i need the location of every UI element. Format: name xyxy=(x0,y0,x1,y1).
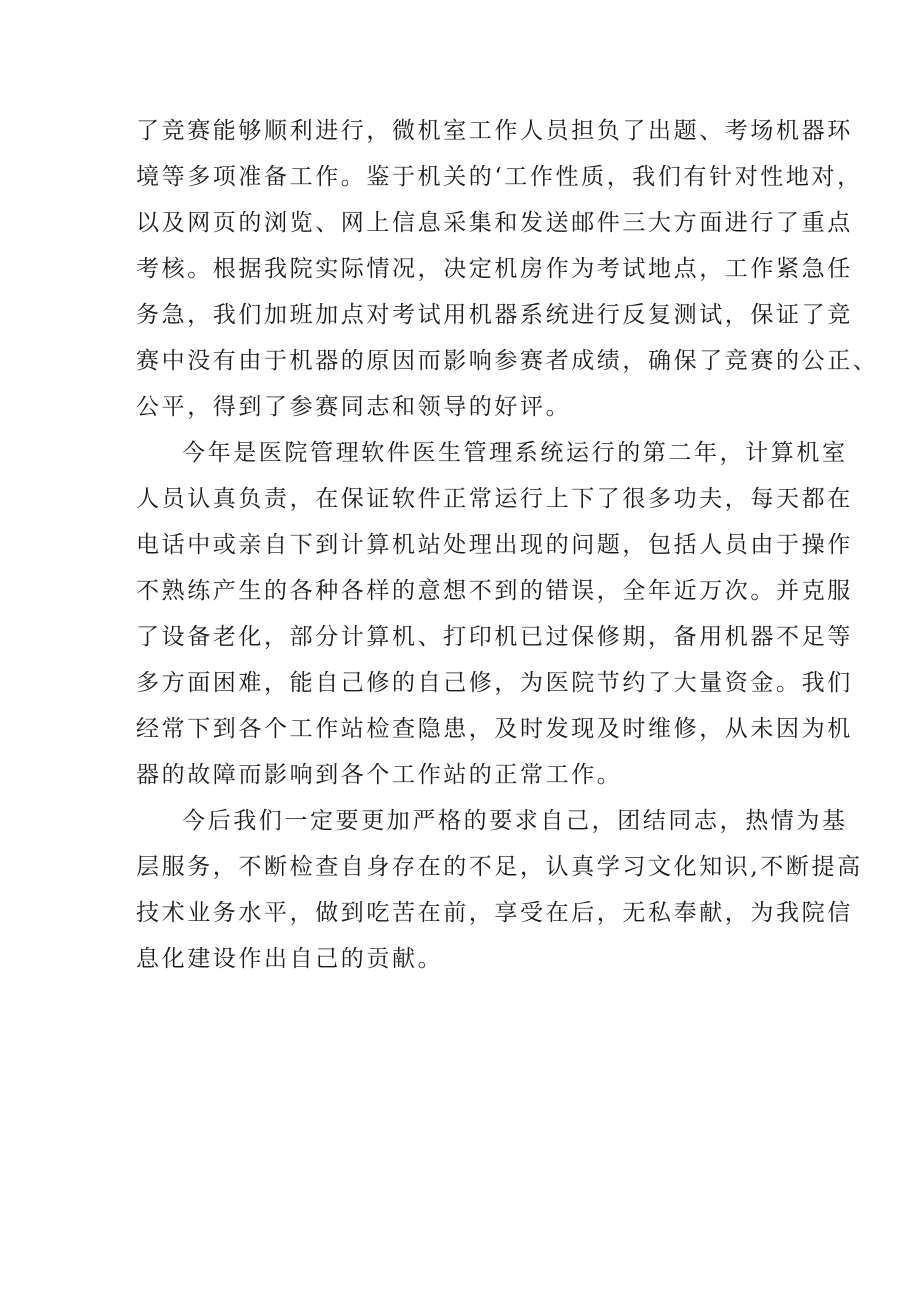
text-line: 今后我们一定要更加严格的要求自己，团结同志，热情为基 xyxy=(182,808,848,834)
text-line: 息化建设作出自己的贡献。 xyxy=(136,946,444,972)
text-line: 了竞赛能够顺利进行，微机室工作人员担负了出题、考场机器环 xyxy=(136,118,853,144)
text-line: 层服务，不断检查自身存在的不足，认真学习文化知识,不断提高 xyxy=(136,854,863,880)
text-line: 多方面困难，能自己修的自己修，为医院节约了大量资金。我们 xyxy=(136,670,853,696)
document-body xyxy=(136,108,879,982)
text-line: 电话中或亲自下到计算机站处理出现的问题，包括人员由于操作 xyxy=(136,532,853,558)
text-line: 技术业务水平，做到吃苦在前，享受在后，无私奉献，为我院信 xyxy=(136,900,853,926)
text-line: 以及网页的浏览、网上信息采集和发送邮件三大方面进行了重点 xyxy=(136,210,853,236)
text-line: 务急，我们加班加点对考试用机器系统进行反复测试，保证了竞 xyxy=(136,302,853,328)
paragraph-competition xyxy=(136,108,879,430)
text-line: 考核。根据我院实际情况，决定机房作为考试地点，工作紧急任 xyxy=(136,256,853,282)
text-line: 境等多项准备工作。鉴于机关的‘工作性质，我们有针对性地对， xyxy=(136,164,863,190)
text-line: 不熟练产生的各种各样的意想不到的错误，全年近万次。并克服 xyxy=(136,578,853,604)
text-line: 人员认真负责，在保证软件正常运行上下了很多功夫，每天都在 xyxy=(136,486,853,512)
text-line: 今年是医院管理软件医生管理系统运行的第二年，计算机室 xyxy=(182,440,848,466)
text-line: 赛中没有由于机器的原因而影响参赛者成绩，确保了竞赛的公正、 xyxy=(136,348,879,374)
paragraph-future-plans xyxy=(136,798,863,982)
paragraph-software-maintenance xyxy=(136,430,853,798)
text-line: 经常下到各个工作站检查隐患，及时发现及时维修，从未因为机 xyxy=(136,716,853,742)
text-line: 公平，得到了参赛同志和领导的好评。 xyxy=(136,394,572,420)
text-line: 器的故障而影响到各个工作站的正常工作。 xyxy=(136,762,623,788)
text-line: 了设备老化，部分计算机、打印机已过保修期，备用机器不足等 xyxy=(136,624,853,650)
